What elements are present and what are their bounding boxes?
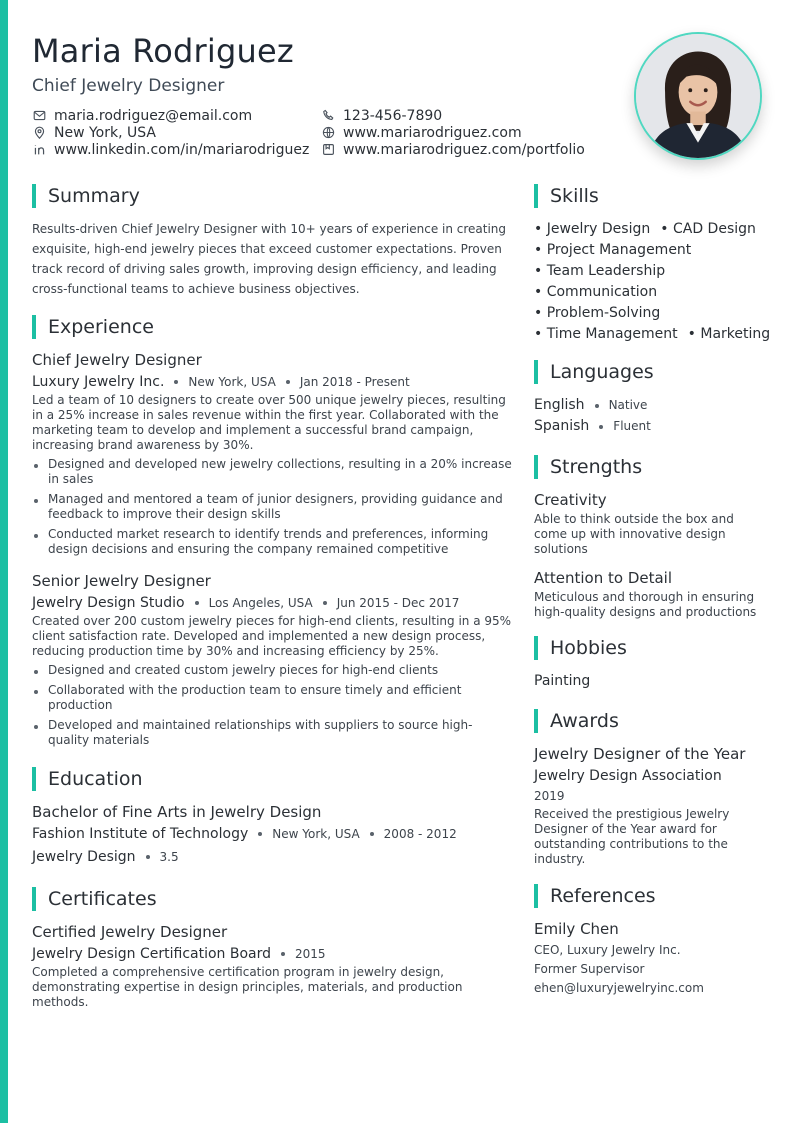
contact-text: www.linkedin.com/in/mariarodriguez xyxy=(54,141,310,158)
separator-dot xyxy=(323,601,327,605)
gpa: 3.5 xyxy=(159,850,179,864)
experience-heading: Experience xyxy=(48,316,154,338)
job-meta xyxy=(32,371,512,393)
job-entry xyxy=(32,571,512,748)
contact-portfolio[interactable] xyxy=(321,141,621,158)
skill-item: • Communication xyxy=(534,284,658,300)
contact-text: maria.rodriguez@email.com xyxy=(54,107,253,124)
separator-dot xyxy=(599,425,603,429)
portfolio-icon xyxy=(321,143,335,157)
contact-text: www.mariarodriguez.com xyxy=(343,124,522,141)
hobbies-section xyxy=(534,635,770,692)
certificates-section xyxy=(32,886,512,1010)
accent-bar xyxy=(0,0,8,1123)
location-pin-icon xyxy=(32,126,46,140)
left-column xyxy=(32,183,512,1010)
reference-relation: Former Supervisor xyxy=(534,962,645,976)
company-name: Luxury Jewelry Inc. xyxy=(32,374,165,390)
language-item xyxy=(534,416,770,437)
section-marker xyxy=(32,767,36,791)
strength-text: Meticulous and thorough in ensuring high-quality designs and productions xyxy=(534,590,757,619)
skill-item: • Jewelry Design xyxy=(534,221,651,237)
list-item: Designed and developed new jewelry collections, resulting in a 20% increase in sales xyxy=(32,457,512,487)
experience-section xyxy=(32,314,512,748)
certificates-heading: Certificates xyxy=(48,888,157,910)
company-name: Jewelry Design Studio xyxy=(32,595,185,611)
contact-list xyxy=(32,107,622,158)
education-section xyxy=(32,766,512,868)
section-heading xyxy=(534,183,770,209)
job-dates: Jun 2015 - Dec 2017 xyxy=(336,596,460,610)
section-heading xyxy=(534,454,770,480)
list-item: Collaborated with the production team to ensure timely and efficient production xyxy=(32,683,512,713)
job-bullets xyxy=(32,663,512,748)
separator-dot xyxy=(258,832,262,836)
skills-list xyxy=(534,219,770,345)
job-title: Senior Jewelry Designer xyxy=(32,572,211,590)
school-location: New York, USA xyxy=(272,827,360,841)
candidate-title: Chief Jewelry Designer xyxy=(32,76,225,96)
languages-heading: Languages xyxy=(550,361,654,383)
section-heading xyxy=(32,183,512,209)
job-entry xyxy=(32,350,512,557)
summary-section xyxy=(32,183,512,299)
contact-text: www.mariarodriguez.com/portfolio xyxy=(343,141,585,158)
contact-text: 123-456-7890 xyxy=(343,107,443,124)
award-org: Jewelry Design Association xyxy=(534,768,722,784)
references-section xyxy=(534,883,770,998)
skill-item: • Problem-Solving xyxy=(534,305,661,321)
section-marker xyxy=(32,184,36,208)
section-heading xyxy=(32,886,512,912)
section-marker xyxy=(534,360,538,384)
profile-photo xyxy=(634,32,762,160)
section-marker xyxy=(534,636,538,660)
reference-role: CEO, Luxury Jewelry Inc. xyxy=(534,943,681,957)
hobby-item: Painting xyxy=(534,673,591,689)
job-dates: Jan 2018 - Present xyxy=(299,375,410,389)
section-marker xyxy=(534,709,538,733)
strength-title: Creativity xyxy=(534,491,607,509)
summary-heading: Summary xyxy=(48,185,140,207)
strengths-section xyxy=(534,454,770,620)
separator-dot xyxy=(174,380,178,384)
field-of-study: Jewelry Design xyxy=(32,849,136,865)
list-item: Developed and maintained relationships with suppliers to source high-quality materials xyxy=(32,718,512,748)
degree-title: Bachelor of Fine Arts in Jewelry Design xyxy=(32,803,322,821)
job-location: Los Angeles, USA xyxy=(208,596,313,610)
contact-linkedin[interactable] xyxy=(32,141,321,158)
reference-name: Emily Chen xyxy=(534,920,619,938)
skill-item: • Team Leadership xyxy=(534,263,666,279)
contact-phone[interactable] xyxy=(321,107,621,124)
certificate-year: 2015 xyxy=(295,947,326,961)
section-heading xyxy=(534,359,770,385)
separator-dot xyxy=(281,952,285,956)
hobbies-heading: Hobbies xyxy=(550,637,627,659)
language-name: English xyxy=(534,397,585,413)
section-heading xyxy=(534,708,770,734)
education-meta xyxy=(32,823,512,845)
awards-section xyxy=(534,708,770,867)
section-marker xyxy=(32,887,36,911)
list-item: Designed and created custom jewelry pieces for high-end clients xyxy=(32,663,512,678)
award-title: Jewelry Designer of the Year xyxy=(534,745,746,763)
certificate-issuer: Jewelry Design Certification Board xyxy=(32,946,272,962)
skill-item: • Time Management xyxy=(534,326,678,342)
right-column xyxy=(534,183,770,998)
section-marker xyxy=(534,455,538,479)
section-heading xyxy=(32,766,512,792)
separator-dot xyxy=(195,601,199,605)
references-heading: References xyxy=(550,885,656,907)
separator-dot xyxy=(286,380,290,384)
award-text: Received the prestigious Jewelry Designer of the Year award for outstanding contributions to the industry. xyxy=(534,807,730,866)
education-heading: Education xyxy=(48,768,143,790)
resume-header xyxy=(32,30,622,158)
languages-section xyxy=(534,359,770,437)
job-description: Created over 200 custom jewelry pieces for high-end clients, resulting in a 95% client satisfaction rate. Developed and implemented a new design process, reducing production time by 30% and increasing efficiency by 25%. xyxy=(32,614,512,658)
language-level: Native xyxy=(608,398,648,412)
separator-dot xyxy=(146,855,150,859)
list-item: Conducted market research to identify trends and preferences, informing design decisions and ensuring the company remained competitive xyxy=(32,527,512,557)
skill-item: • Marketing xyxy=(687,326,771,342)
contact-website[interactable] xyxy=(321,124,621,141)
school-name: Fashion Institute of Technology xyxy=(32,826,249,842)
job-title: Chief Jewelry Designer xyxy=(32,351,202,369)
language-level: Fluent xyxy=(613,419,651,433)
certificate-meta xyxy=(32,943,512,965)
envelope-icon xyxy=(32,109,46,123)
award-year: 2019 xyxy=(534,789,565,803)
contact-email[interactable] xyxy=(32,107,321,124)
contact-location xyxy=(32,124,321,141)
certificate-description: Completed a comprehensive certification program in jewelry design, demonstrating expertise in design principles, materials, and production methods. xyxy=(32,965,463,1009)
job-location: New York, USA xyxy=(188,375,276,389)
skills-heading: Skills xyxy=(550,185,599,207)
education-field xyxy=(32,846,512,868)
contact-text: New York, USA xyxy=(54,124,156,141)
linkedin-icon xyxy=(32,143,46,157)
reference-email[interactable]: ehen@luxuryjewelryinc.com xyxy=(534,981,704,995)
summary-text: Results-driven Chief Jewelry Designer with 10+ years of experience in creating exquisite, high-end jewelry pieces that exceed customer expectations. Proven track record of driving sales growth, improving design efficiency, and leading cross-functional teams to achieve business objectives. xyxy=(32,222,507,296)
section-marker xyxy=(32,315,36,339)
language-item xyxy=(534,395,770,416)
section-marker xyxy=(534,184,538,208)
separator-dot xyxy=(595,404,599,408)
section-heading xyxy=(32,314,512,340)
candidate-name: Maria Rodriguez xyxy=(32,32,294,70)
list-item: Managed and mentored a team of junior designers, providing guidance and feedback to improve their design skills xyxy=(32,492,512,522)
strength-title: Attention to Detail xyxy=(534,569,673,587)
skill-item: • CAD Design xyxy=(660,221,756,237)
strength-text: Able to think outside the box and come up with innovative design solutions xyxy=(534,512,734,556)
strengths-heading: Strengths xyxy=(550,456,643,478)
skill-item: • Project Management xyxy=(534,242,692,258)
education-dates: 2008 - 2012 xyxy=(383,827,457,841)
awards-heading: Awards xyxy=(550,710,619,732)
section-heading xyxy=(534,635,770,661)
certificate-name: Certified Jewelry Designer xyxy=(32,923,228,941)
section-marker xyxy=(534,884,538,908)
language-name: Spanish xyxy=(534,418,590,434)
job-description: Led a team of 10 designers to create over 500 unique jewelry pieces, resulting in a 25% increase in sales revenue within the first year. Collaborated with the marketing team to develop and implement a successful brand campaign, increasing brand awareness by 30%. xyxy=(32,393,506,452)
job-meta xyxy=(32,592,512,614)
phone-icon xyxy=(321,109,335,123)
section-heading xyxy=(534,883,770,909)
globe-icon xyxy=(321,126,335,140)
separator-dot xyxy=(370,832,374,836)
job-bullets xyxy=(32,457,512,557)
skills-section xyxy=(534,183,770,345)
